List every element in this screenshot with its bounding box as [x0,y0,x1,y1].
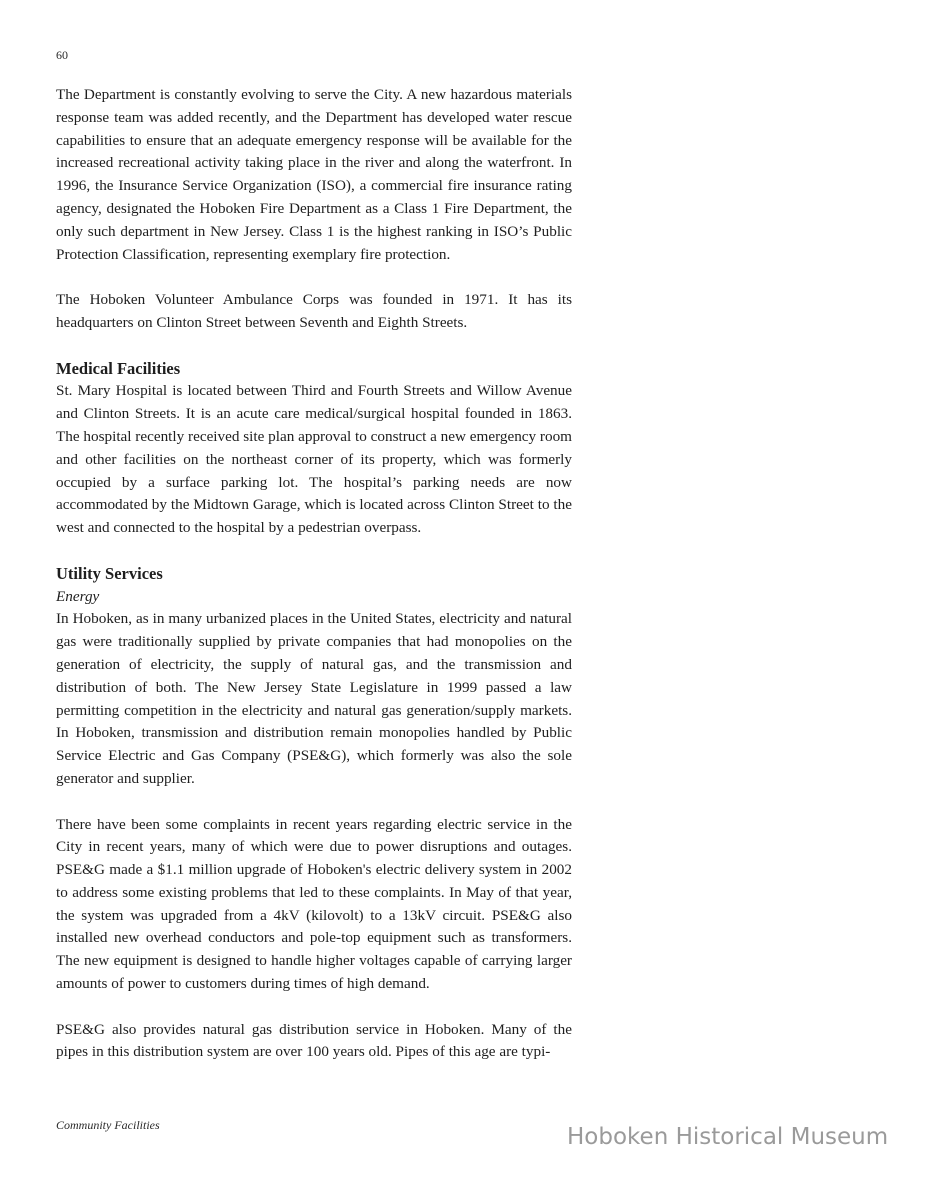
fire-department-paragraph: The Department is constantly evolving to serve the City. A new hazardous materials response team was added recently, and the Department has developed water rescue capabilities to ensure that an adequate emergency response will be available for the increased recreational activity taking place in the river and along the waterfront. In 1996, the Insurance Service Organization (ISO), a commercial fire insurance rating agency, designated the Hoboken Fire Department as a Class 1 Fire Department, the only such department in New Jersey. Class 1 is the highest ranking in ISO’s Public Protection Classification, representing exemplary fire protection. [56,86,572,263]
footer-section-label: Community Facilities [56,1118,160,1132]
utility-services-heading: Utility Services [56,563,163,583]
energy-paragraph-3: PSE&G also provides natural gas distribution service in Hoboken. Many of the pipes in this distribution system are over 100 years old. Pipes of this age are typi- [56,1020,572,1061]
medical-facilities-heading: Medical Facilities [56,358,181,378]
energy-paragraph-2: There have been some complaints in recent years regarding electric service in the City in recent years, many of which were due to power disruptions and outages. PSE&G made a $1.1 million upgrade of Hoboken's electric delivery system in 2002 to address some existing problems that led to these complaints. In May of that year, the system was upgraded from a 4kV (kilovolt) to a 13kV circuit. PSE&G also installed new overhead conductors and pole-top equipment such as transformers. The new equipment is designed to handle higher voltages capable of carrying larger amounts of power to customers during times of high demand. [56,815,572,993]
page-number: 60 [56,48,68,62]
ambulance-corps-paragraph: The Hoboken Volunteer Ambulance Corps was founded in 1971. It has its headquarters on Clinton Street between Seventh and Eighth Streets. [56,291,572,331]
museum-watermark: Hoboken Historical Museum [567,1124,889,1150]
energy-paragraph-1: In Hoboken, as in many urbanized places in the United States, electricity and natural gas were traditionally supplied by private companies that had monopolies on the generation of electricity, the supply of natural gas, and the transmission and distribution of both. The New Jersey State Legislature in 1999 passed a law permitting competition in the electricity and natural gas generation/supply markets. In Hoboken, transmission and distribution remain monopolies handled by Public Service Electric and Gas Company (PSE&G), which formerly was also the sole generator and supplier. [56,610,572,787]
document-body [56,84,572,1064]
medical-facilities-paragraph: St. Mary Hospital is located between Third and Fourth Streets and Willow Avenue and Clinton Streets. It is an acute care medical/surgical hospital founded in 1863. The hospital recently received site plan approval to construct a new emergency room and other facilities on the northeast corner of its property, which was formerly occupied by a surface parking lot. The hospital’s parking needs are now accommodated by the Midtown Garage, which is located across Clinton Street to the west and connected to the hospital by a pedestrian overpass. [56,382,572,537]
energy-subheading: Energy [56,587,100,605]
